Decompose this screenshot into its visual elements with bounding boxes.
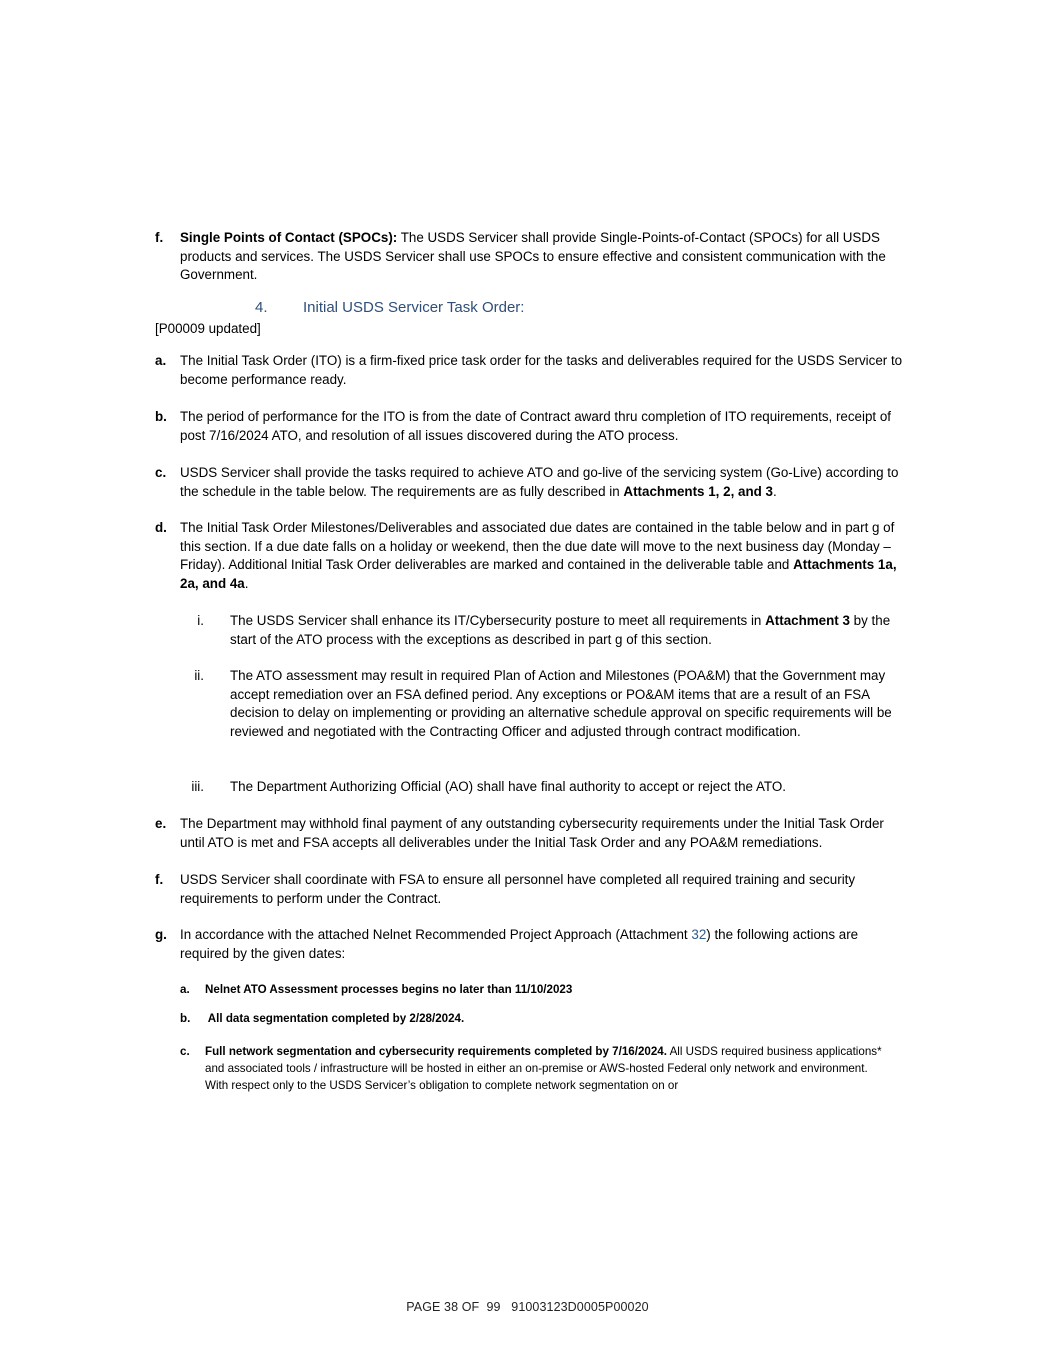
item-label: a. bbox=[155, 353, 167, 368]
subitem-text: Nelnet ATO Assessment processes begins no later than 11/10/2023 bbox=[205, 983, 573, 996]
subitem-text: The USDS Servicer shall enhance its IT/Cybersecurity posture to meet all requirements in bbox=[230, 613, 766, 628]
attachments-ref: Attachments 1, 2, and 3 bbox=[623, 483, 773, 499]
item-label: f. bbox=[155, 230, 164, 245]
subitem-ii bbox=[180, 667, 900, 741]
item-text: The Department may withhold final payment of any outstanding cybersecurity requirements under the Initial Task Order until ATO is met and FSA accepts all deliverables under the Initial Task Order and any POA&M remediations. bbox=[180, 816, 884, 850]
item-g bbox=[155, 926, 903, 963]
punctuation: . bbox=[244, 575, 249, 591]
section-number: 4. bbox=[255, 299, 268, 316]
subitem-text: All USDS required business applications* and associated tools / infrastructure will be hosted in either an on-premise or AWS-hosted Federal only network and environment. With respect only to the USDS Servicer’s obligation to complete network segmentation on or bbox=[205, 1045, 885, 1092]
subitem-label: iii. bbox=[191, 779, 204, 794]
item-text: USDS Servicer shall coordinate with FSA to ensure all personnel have completed all required training and security requirements to perform under the Contract. bbox=[180, 872, 856, 906]
item-text: The Initial Task Order (ITO) is a firm-fixed price task order for the tasks and deliverables required for the USDS Servicer to become performance ready. bbox=[180, 353, 903, 387]
spoc-text: The USDS Servicer shall provide Single-Points-of-Contact (SPOCs) for all USDS products and services. The USDS Servicer shall use SPOCs to ensure effective and consistent communication with the Government. bbox=[180, 230, 886, 283]
item-a bbox=[155, 352, 903, 389]
subitem-i bbox=[180, 612, 900, 649]
item-label: f. bbox=[155, 872, 164, 887]
subitem-iii bbox=[180, 778, 900, 797]
page-footer: PAGE 38 OF 99 91003123D0005P00020 bbox=[406, 1300, 649, 1314]
item-label: c. bbox=[155, 465, 167, 480]
item-b bbox=[155, 408, 903, 445]
item-c bbox=[155, 464, 903, 501]
spoc-paragraph bbox=[155, 229, 903, 285]
subitem-label: a. bbox=[180, 983, 190, 996]
item-label: b. bbox=[155, 409, 167, 424]
section-heading bbox=[255, 298, 524, 318]
attachments-ref: Attachments 1a, 2a, and 4a bbox=[180, 557, 897, 591]
subitem-text: All data segmentation completed by 2/28/2024. bbox=[205, 1012, 465, 1025]
item-d bbox=[155, 519, 903, 593]
spoc-title: Single Points of Contact (SPOCs): bbox=[180, 230, 398, 245]
item-e bbox=[155, 815, 903, 852]
attachment-ref: Attachment 3 bbox=[765, 613, 850, 628]
item-f bbox=[155, 871, 903, 908]
subitem-title: Full network segmentation and cybersecurity requirements completed by 7/16/2024. bbox=[205, 1045, 667, 1058]
subitem-text: The ATO assessment may result in required Plan of Action and Milestones (POA&M) that the Government may accept remediation over an FSA defined period. Any exceptions or PO&AM items that are a result of an FSA decision to delay on implementing or providing an alternative schedule approval on specific requirements will be reviewed and negotiated with the Contracting Officer and adjusted through contract modification. bbox=[230, 668, 892, 739]
update-note: [P00009 updated] bbox=[155, 321, 261, 336]
subitem-text-end: by the start of the ATO process with the exceptions as described in part g of this section. bbox=[230, 613, 891, 647]
item-text: USDS Servicer shall provide the tasks required to achieve ATO and go-live of the servicing system (Go-Live) according to the schedule in the table below. The requirements are as fully described in bbox=[180, 465, 899, 499]
item-text: In accordance with the attached Nelnet Recommended Project Approach (Attachment bbox=[180, 927, 692, 942]
subitem-text: The Department Authorizing Official (AO) shall have final authority to accept or reject the ATO. bbox=[230, 779, 786, 794]
g-subitem-c bbox=[180, 1044, 895, 1094]
section-title: Initial USDS Servicer Task Order: bbox=[303, 299, 525, 316]
item-label: d. bbox=[155, 520, 167, 535]
subitem-label: i. bbox=[197, 613, 204, 628]
subitem-label: ii. bbox=[194, 668, 204, 683]
item-text: The period of performance for the ITO is from the date of Contract award thru completion of ITO requirements, receipt of post 7/16/2024 ATO, and resolution of all issues discovered during the ATO process. bbox=[180, 409, 892, 443]
g-subitem-b bbox=[180, 1011, 895, 1028]
subitem-label: b. bbox=[180, 1012, 191, 1025]
attachment-link[interactable]: 32 bbox=[691, 927, 707, 942]
subitem-label: c. bbox=[180, 1045, 190, 1058]
item-label: g. bbox=[155, 927, 167, 942]
item-label: e. bbox=[155, 816, 167, 831]
item-text-end: ) the following actions are required by the given dates: bbox=[180, 927, 859, 961]
item-text: The Initial Task Order Milestones/Deliverables and associated due dates are contained in the table below and in part g of this section. If a due date falls on a holiday or weekend, then the due date will move to the next business day (Monday – Friday). Additional Initial Task Order deliverables are marked and contained in the deliverable table and bbox=[180, 520, 895, 573]
g-subitem-a bbox=[180, 982, 895, 999]
punctuation: . bbox=[772, 483, 777, 499]
